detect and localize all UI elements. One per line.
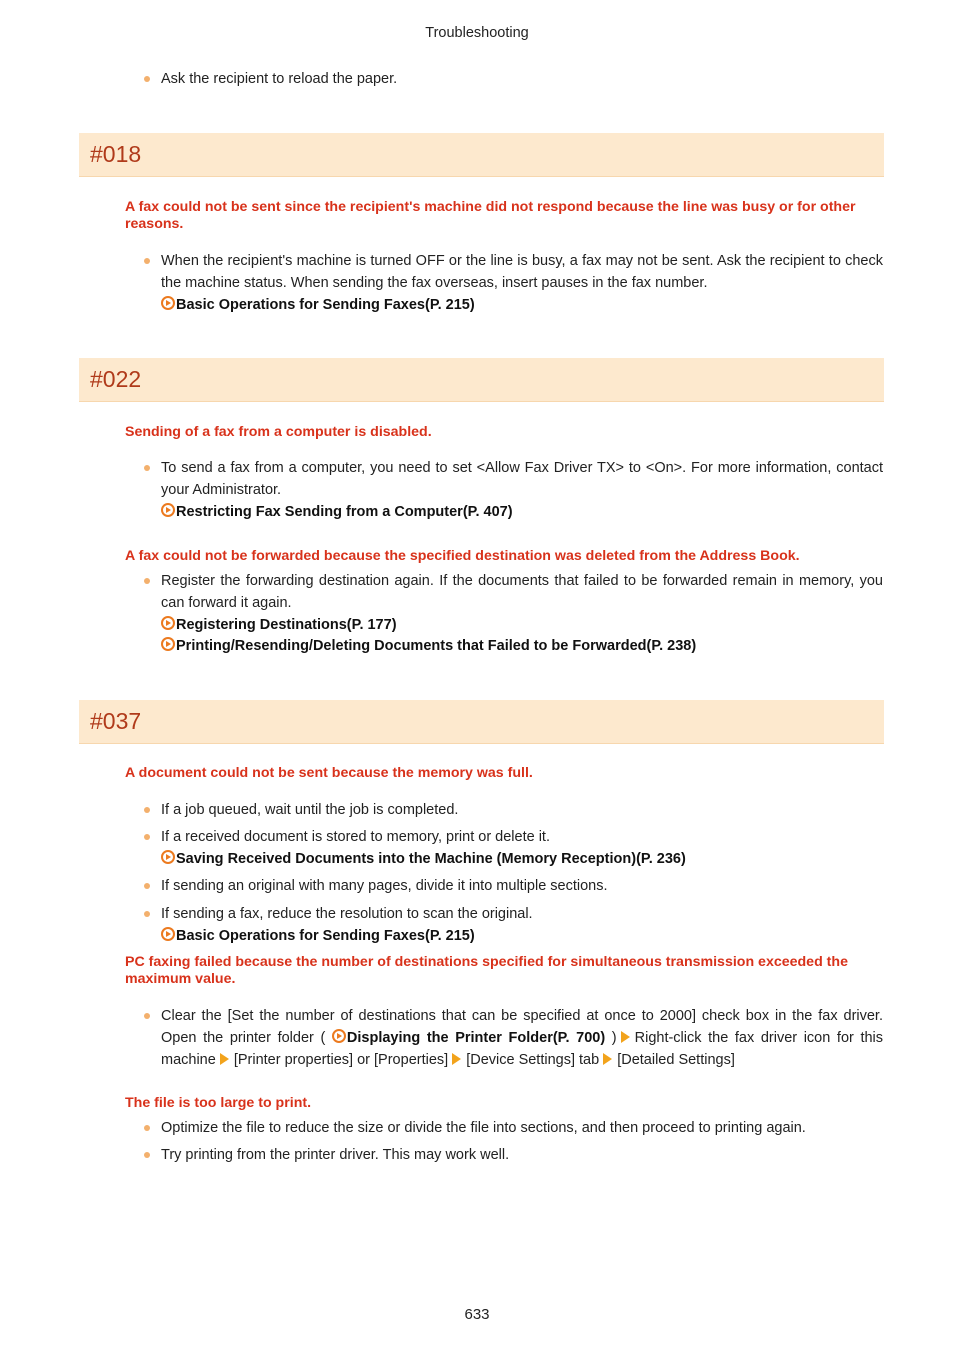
link-arrow-icon (161, 850, 175, 864)
error-message: PC faxing failed because the number of destinations specified for simultaneous transmission exceeded the maximum value. (125, 954, 848, 987)
item-text: If sending an original with many pages, divide it into multiple sections. (161, 878, 608, 894)
bullet-icon (144, 1013, 150, 1019)
error-message: The file is too large to print. (125, 1095, 312, 1111)
bullet-icon (144, 883, 150, 889)
list-item (161, 251, 883, 316)
link-registering-destinations[interactable]: Registering Destinations(P. 177) (161, 615, 883, 637)
section-heading-037: #037 (79, 700, 884, 743)
link-restricting-fax-sending[interactable]: Restricting Fax Sending from a Computer(P. 407) (161, 502, 883, 524)
link-displaying-printer-folder[interactable]: Displaying the Printer Folder(P. 700) (332, 1030, 605, 1046)
link-printing-resending-deleting[interactable]: Printing/Resending/Deleting Documents that Failed to be Forwarded(P. 238) (161, 636, 883, 658)
bullet-icon (144, 1125, 150, 1131)
bullet-icon (144, 911, 150, 917)
list-item: Clear the [Set the number of destinations that can be specified at once to 2000] check box in the fax driver. Open the printer folder ( Displaying the Printer Folder(P. 700) ) Right-click the fax driver icon for this machine [Printer properties] or [Properties] [Device Settings] tab [Detailed Settings] (161, 1006, 883, 1071)
list-item (161, 458, 883, 523)
bullet-icon (144, 76, 150, 82)
list-item (161, 827, 883, 871)
link-arrow-icon (161, 637, 175, 651)
link-saving-received-documents[interactable]: Saving Received Documents into the Machine (Memory Reception)(P. 236) (161, 849, 883, 871)
page-number: 633 (464, 1306, 490, 1323)
list-item (161, 571, 883, 658)
list-item (161, 800, 883, 822)
step-arrow-icon (621, 1031, 630, 1043)
item-text: If a received document is stored to memory, print or delete it. (161, 829, 550, 845)
list-item (161, 1118, 883, 1140)
list-item (161, 69, 883, 91)
item-text: If sending a fax, reduce the resolution to scan the original. (161, 906, 533, 922)
item-text: When the recipient's machine is turned OFF or the line is busy, a fax may not be sent. Ask the recipient to check the machine status. When sending the fax overseas, insert pauses in the fax number. (161, 253, 883, 291)
link-arrow-icon (161, 296, 175, 310)
bullet-icon (144, 578, 150, 584)
bullet-icon (144, 834, 150, 840)
item-text: Register the forwarding destination again. If the documents that failed to be forwarded remain in memory, you can forward it again. (161, 573, 883, 611)
bullet-icon (144, 258, 150, 264)
item-text: Try printing from the printer driver. This may work well. (161, 1147, 510, 1163)
error-message: Sending of a fax from a computer is disabled. (125, 424, 432, 440)
link-basic-operations-sending-faxes-2[interactable]: Basic Operations for Sending Faxes(P. 215) (161, 926, 883, 948)
item-text: If a job queued, wait until the job is completed. (161, 802, 459, 818)
link-arrow-icon (332, 1029, 346, 1043)
item-text: Clear the [Set the number of destinations that can be specified at once to 2000] check box in the fax driver. Open the printer folder ( (161, 1008, 883, 1046)
bullet-icon (144, 465, 150, 471)
item-text: Optimize the file to reduce the size or divide the file into sections, and then proceed to printing again. (161, 1120, 806, 1136)
bullet-icon (144, 807, 150, 813)
list-item (161, 1145, 883, 1167)
step-arrow-icon (603, 1053, 612, 1065)
link-arrow-icon (161, 927, 175, 941)
link-arrow-icon (161, 616, 175, 630)
bullet-icon (144, 1152, 150, 1158)
section-heading-018: #018 (79, 133, 884, 176)
page-header: Troubleshooting (425, 25, 529, 41)
error-message: A fax could not be sent since the recipient's machine did not respond because the line was busy or for other reasons. (125, 199, 856, 232)
list-item (161, 904, 883, 948)
section-heading-022: #022 (79, 358, 884, 401)
error-message: A document could not be sent because the memory was full. (125, 765, 533, 781)
item-text: To send a fax from a computer, you need to set <Allow Fax Driver TX> to <On>. For more information, contact your Administrator. (161, 460, 883, 498)
link-arrow-icon (161, 503, 175, 517)
list-item (161, 876, 883, 898)
link-basic-operations-sending-faxes[interactable]: Basic Operations for Sending Faxes(P. 215) (161, 295, 883, 317)
item-text: Ask the recipient to reload the paper. (161, 71, 398, 87)
step-arrow-icon (452, 1053, 461, 1065)
step-arrow-icon (220, 1053, 229, 1065)
error-message: A fax could not be forwarded because the specified destination was deleted from the Address Book. (125, 548, 800, 564)
